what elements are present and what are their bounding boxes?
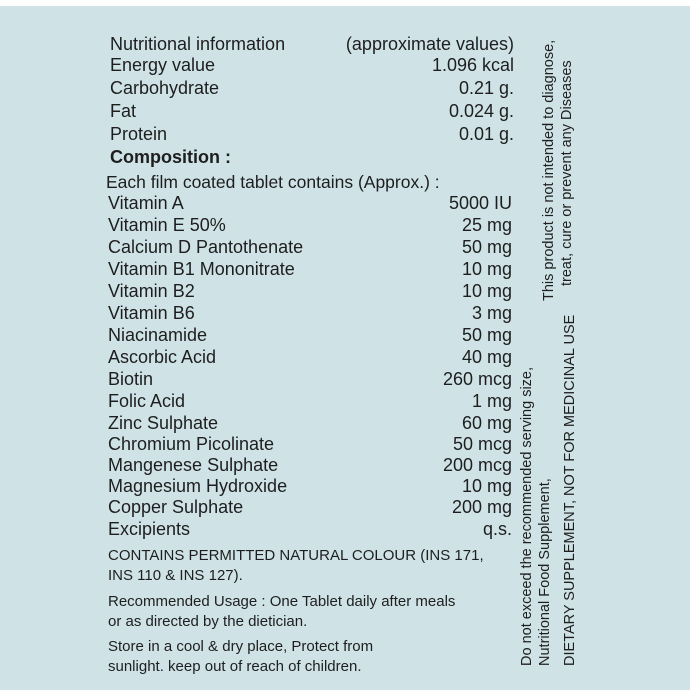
usage-note-line: or as directed by the dietician. — [108, 613, 308, 630]
composition-row-value: 10 mg — [461, 259, 512, 279]
nutrition-row-value: 0.21 g. — [458, 78, 514, 98]
composition-row-name: Biotin — [108, 369, 154, 389]
composition-row-name: Vitamin B2 — [108, 281, 195, 301]
composition-row-value: 60 mg — [461, 413, 512, 433]
nutrition-header-label: Nutritional information — [110, 34, 286, 54]
disclaimer-vertical-line: treat, cure or prevent any Diseases — [559, 60, 575, 286]
usage-note-line: Recommended Usage : One Tablet daily after meals — [108, 593, 456, 610]
storage-note-line: sunlight. keep out of reach of children. — [108, 658, 362, 675]
nutrition-header-note: (approximate values) — [345, 34, 514, 54]
composition-row-value: 5000 IU — [448, 193, 512, 213]
composition-row-name: Excipients — [108, 519, 191, 539]
composition-row-value: 200 mcg — [442, 455, 512, 475]
composition-row-name: Niacinamide — [108, 325, 208, 345]
colour-note-line: CONTAINS PERMITTED NATURAL COLOUR (INS 171, — [108, 547, 484, 564]
nutrition-row-value: 0.024 g. — [448, 101, 514, 121]
nutrition-row-value: 1.096 kcal — [431, 55, 514, 75]
composition-row-value: 10 mg — [461, 281, 512, 301]
storage-note-line: Store in a cool & dry place, Protect from — [108, 638, 374, 655]
nutrition-row-name: Energy value — [110, 55, 216, 75]
nutrition-row-name: Carbohydrate — [110, 78, 220, 98]
composition-row-value: 3 mg — [471, 303, 512, 323]
composition-row-value: 50 mg — [461, 325, 512, 345]
composition-row-name: Vitamin A — [108, 193, 184, 213]
composition-subheading: Each film coated tablet contains (Approx.) : — [106, 172, 440, 192]
serving-vertical-line: Do not exceed the recommended serving size, — [519, 366, 535, 666]
composition-row-value: 25 mg — [461, 215, 512, 235]
label-panel — [0, 6, 690, 690]
dietary-supplement-vertical: DIETARY SUPPLEMENT, NOT FOR MEDICINAL USE — [562, 314, 578, 666]
composition-row-name: Mangenese Sulphate — [108, 455, 279, 475]
composition-row-value: 200 mg — [451, 497, 512, 517]
composition-row-value: 50 mcg — [452, 434, 512, 454]
composition-row-name: Copper Sulphate — [108, 497, 244, 517]
nutrition-row-value: 0.01 g. — [458, 124, 514, 144]
composition-row-value: 50 mg — [461, 237, 512, 257]
composition-row-value: 10 mg — [461, 476, 512, 496]
composition-row-name: Vitamin B6 — [108, 303, 195, 323]
composition-row-name: Vitamin E 50% — [108, 215, 226, 235]
composition-row-name: Calcium D Pantothenate — [108, 237, 304, 257]
composition-row-name: Vitamin B1 Mononitrate — [108, 259, 295, 279]
composition-row-name: Zinc Sulphate — [108, 413, 219, 433]
composition-heading: Composition : — [110, 147, 231, 167]
nutrition-row-name: Protein — [110, 124, 168, 144]
colour-note-line: INS 110 & INS 127). — [108, 567, 243, 584]
composition-row-name: Chromium Picolinate — [108, 434, 275, 454]
composition-row-name: Ascorbic Acid — [108, 347, 217, 367]
composition-row-value: 1 mg — [471, 391, 512, 411]
composition-row-value: 260 mcg — [442, 369, 512, 389]
composition-row-name: Folic Acid — [108, 391, 186, 411]
composition-row-value: 40 mg — [461, 347, 512, 367]
nutrition-row-name: Fat — [110, 101, 137, 121]
composition-row-value: q.s. — [482, 519, 512, 539]
composition-row-name: Magnesium Hydroxide — [108, 476, 288, 496]
disclaimer-vertical-line: This product is not intended to diagnose, — [541, 39, 557, 301]
serving-vertical-line: Nutritional Food Supplement, — [537, 478, 553, 666]
